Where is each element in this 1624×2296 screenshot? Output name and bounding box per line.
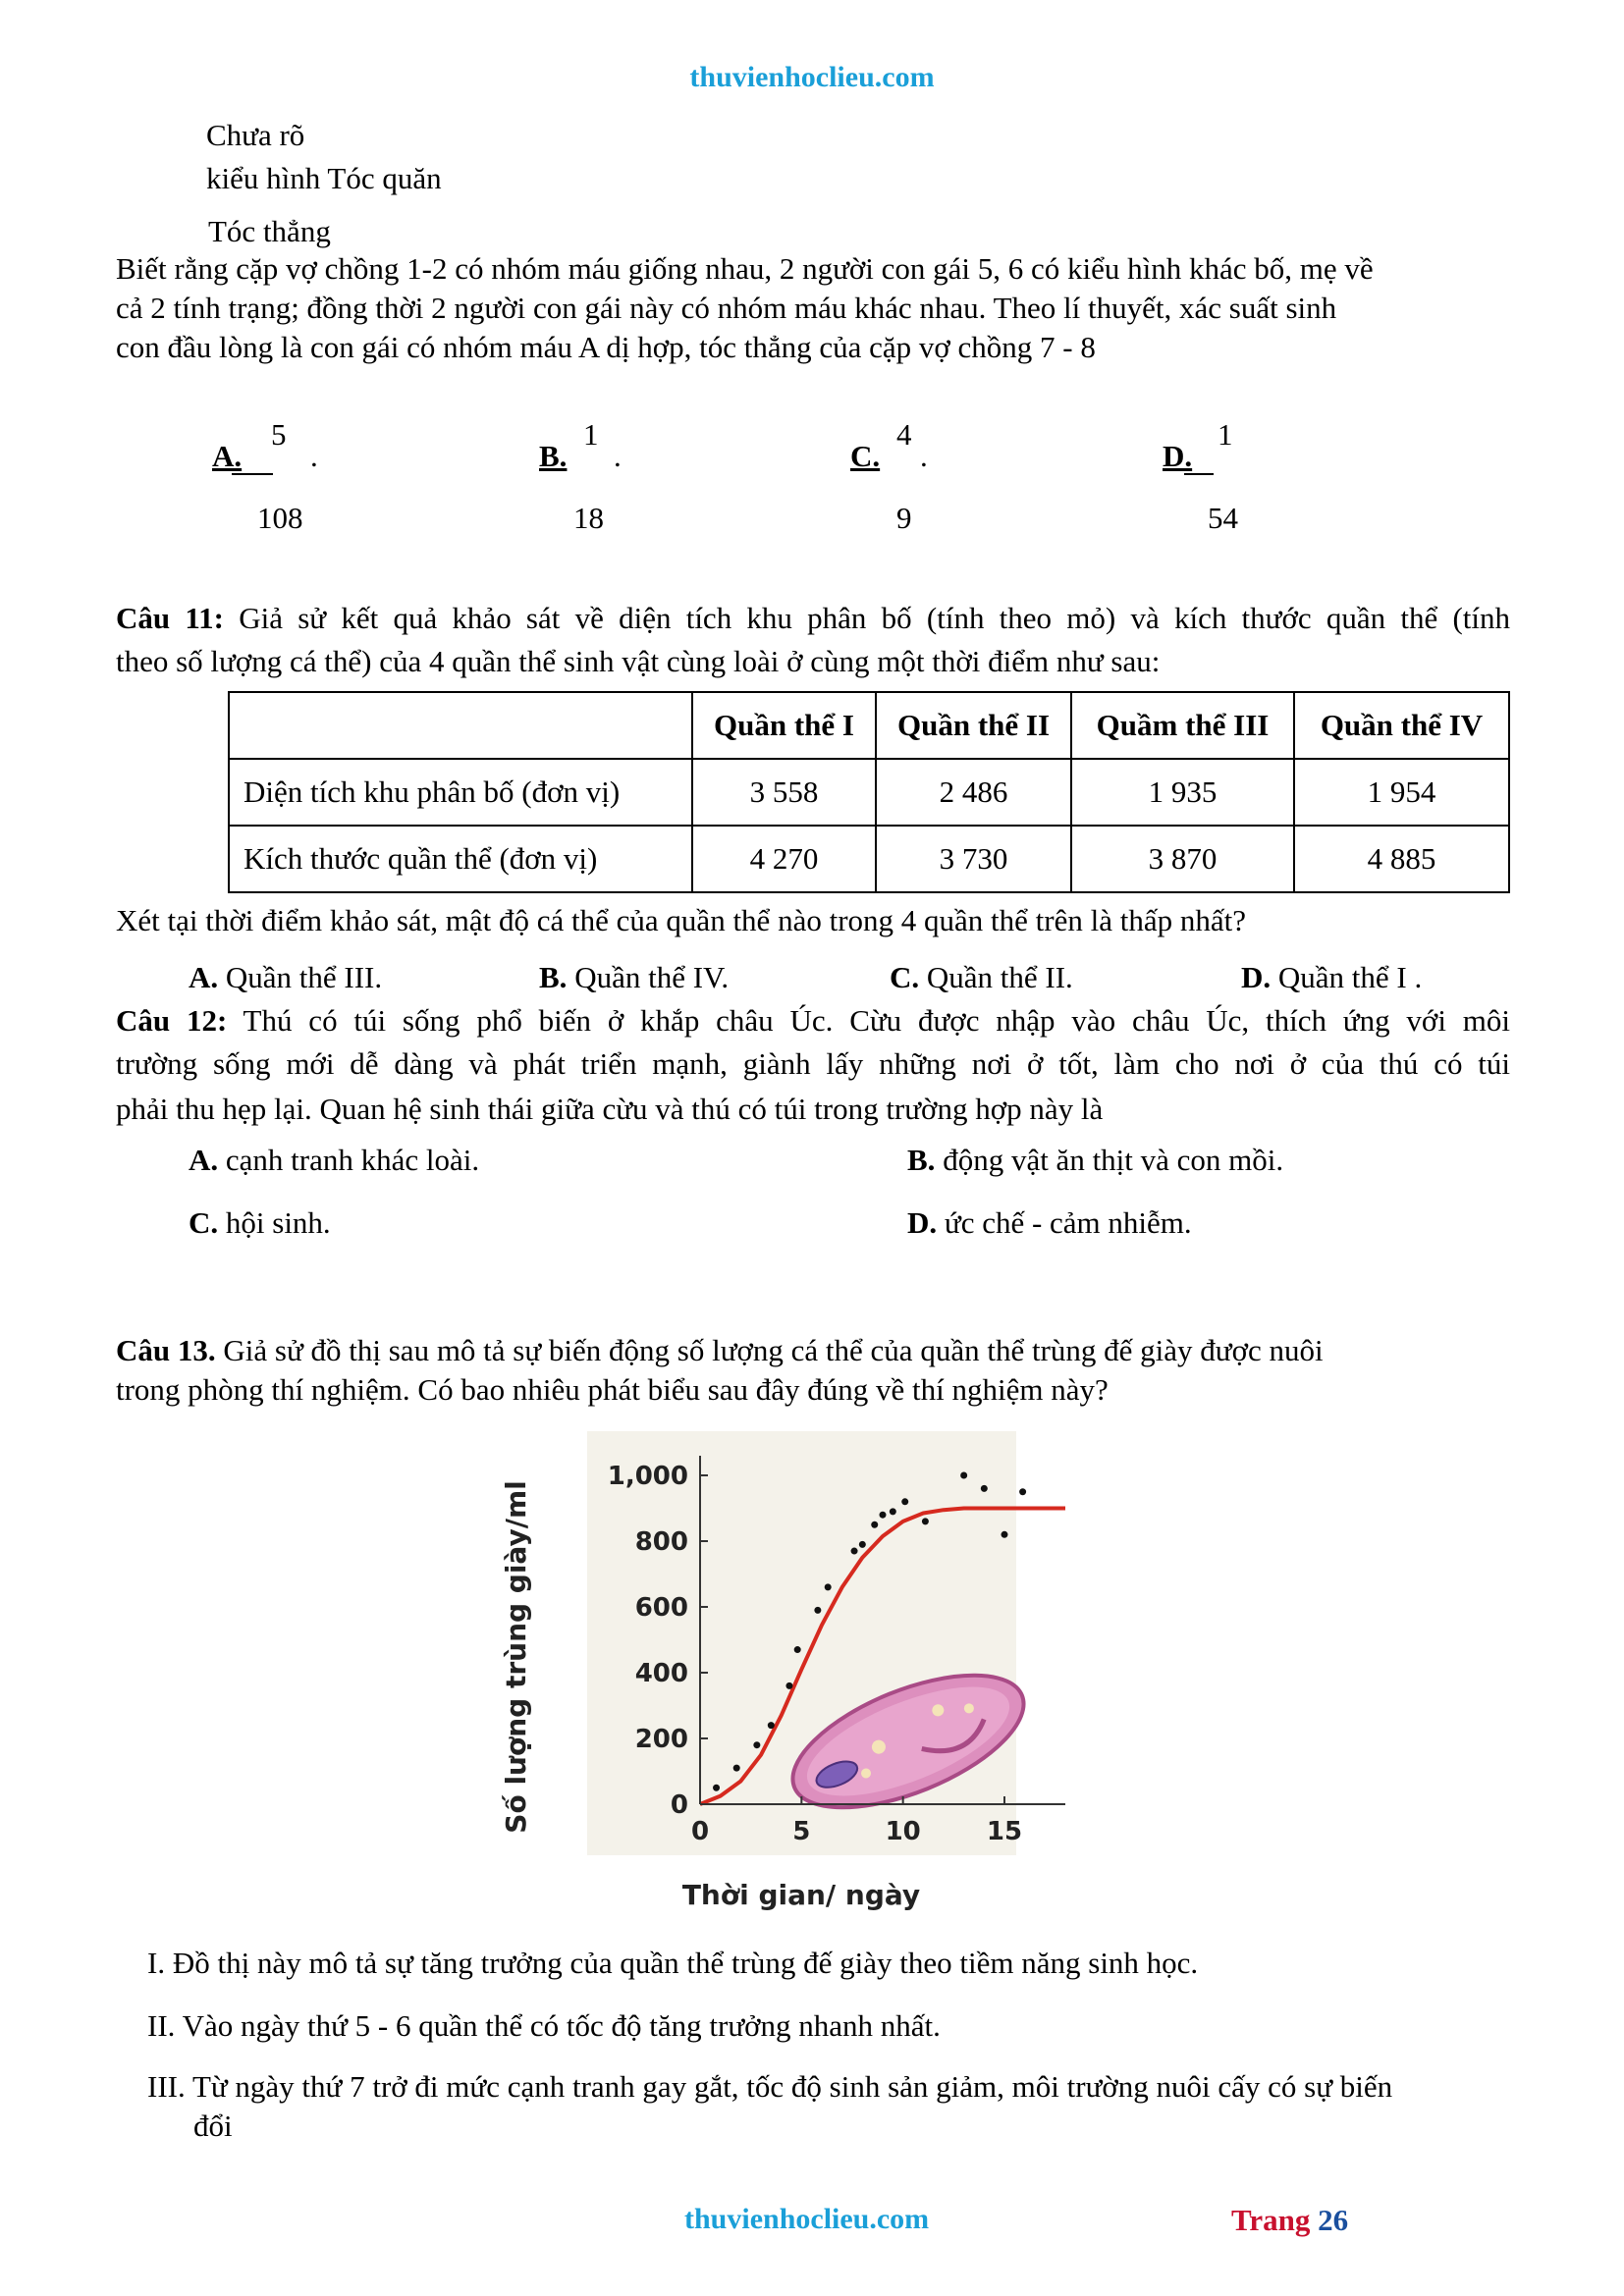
option-text: ức chế - cảm nhiễm. [944,1205,1192,1240]
q10-text [116,249,1530,367]
option-label: B. [907,1143,936,1177]
table-cell: 3 558 [692,759,876,826]
population-growth-chart [500,1421,1119,1922]
table-header-cell: Quầm thể III [1071,692,1294,759]
legend-unknown-label: Chưa rõ [206,118,305,152]
fraction-numerator: 4 [896,417,912,452]
table-header-row [229,692,1509,759]
q10-line: con đầu lòng là con gái có nhóm máu A dị hợp, tóc thẳng của cặp vợ chồng 7 - 8 [116,330,1096,364]
data-point [713,1785,720,1791]
q13-text-line2: trong phòng thí nghiệm. Có bao nhiêu phát biểu sau đây đúng về thí nghiệm này? [116,1372,1109,1407]
fraction-denominator: 108 [257,501,303,535]
option-text: hội sinh. [225,1205,331,1240]
q13-statement-1 [147,1946,1198,1981]
option-text: Quần thể IV. [574,960,730,994]
data-point [753,1741,760,1748]
data-point [733,1765,740,1772]
table-cell: 1 935 [1071,759,1294,826]
option-text: Quần thể I . [1277,960,1423,994]
page-number: 26 [1318,2203,1349,2237]
option-label: B. [539,439,568,473]
x-tick-label: 5 [792,1817,811,1846]
data-point [922,1518,929,1524]
table-header-cell: Quần thể II [876,692,1071,759]
table-cell: 3 730 [876,826,1071,892]
q12-text-line2: trường sống mới dễ dàng và phát triển mạnh, giành lấy những nơi ở tốt, làm cho nơi ở của thú có túi [116,1046,1510,1081]
data-point [1001,1531,1008,1538]
table-row-label: Diện tích khu phân bố (đơn vị) [229,759,692,826]
option-text: Quần thể II. [926,960,1073,994]
y-tick-label: 400 [634,1659,688,1688]
fraction-numerator: 1 [583,417,599,452]
option-text: cạnh tranh khác loài. [225,1143,480,1177]
fraction-denominator: 18 [573,501,604,535]
x-tick-label: 15 [986,1817,1023,1846]
fraction-denominator: 9 [896,501,912,535]
q11-option-b[interactable] [539,960,729,995]
fraction-bar [232,439,273,475]
q10-line: Biết rằng cặp vợ chồng 1-2 có nhóm máu giống nhau, 2 người con gái 5, 6 có kiểu hình khác bố, mẹ về [116,251,1374,286]
y-tick-label: 600 [634,1593,688,1623]
x-tick-label: 0 [690,1817,710,1846]
y-tick-label: 200 [634,1725,688,1754]
q11-option-d[interactable] [1241,960,1422,995]
option-text: động vật ăn thịt và con mồi. [943,1143,1284,1177]
x-axis-label: Thời gian/ ngày [681,1879,921,1911]
fraction-bar [1184,439,1214,475]
table-row [229,759,1509,826]
q13-statement-2 [147,2008,941,2044]
option-label: C. [850,439,881,473]
data-point [1019,1488,1026,1495]
data-point [960,1472,967,1479]
statement-label: I. [147,1946,166,1980]
data-point [814,1607,821,1614]
q11-option-a[interactable] [189,960,382,995]
q13-line: Giả sử đồ thị sau mô tả sự biến động số lượng cá thể của quần thể trùng đế giày được nuôi [223,1333,1324,1367]
option-label: A. [189,960,219,994]
q13-statement-3-continued: đổi [193,2109,233,2143]
question-number: Câu 12: [116,1003,228,1038]
q11-question: Xét tại thời điểm khảo sát, mật độ cá thể của quần thể nào trong 4 quần thể trên là thấp nhất? [116,903,1246,937]
option-label: A. [189,1143,219,1177]
table-row [229,826,1509,892]
q13-statement-3 [147,2069,1522,2105]
table-cell: 2 486 [876,759,1071,826]
data-point [851,1548,858,1555]
density-table [228,691,1510,893]
option-label: D. [1163,439,1193,473]
statement-text: Vào ngày thứ 5 - 6 quần thể có tốc độ tăng trưởng nhanh nhất. [182,2008,941,2043]
q13-text-line1 [116,1331,1530,1370]
statement-label: III. [147,2069,186,2104]
data-point [859,1541,866,1548]
q12-option-a[interactable] [189,1143,479,1178]
data-point [785,1682,792,1689]
q12-option-d[interactable] [907,1205,1192,1241]
x-tick-label: 10 [885,1817,921,1846]
question-number: Câu 13. [116,1333,216,1367]
period: . [310,439,318,473]
y-axis-label: Số lượng trùng giày/ml [500,1480,532,1834]
data-point [871,1522,878,1528]
page-indicator [1231,2203,1348,2238]
q11-line: Giả sử kết quả khảo sát về diện tích khu phân bố (tính theo mỏ) và kích thước quần thể (tính [239,601,1511,635]
page-label: Trang [1231,2203,1311,2237]
option-text: Quần thể III. [225,960,383,994]
y-tick-label: 1,000 [607,1462,688,1491]
option-label: A. [212,439,243,473]
table-header-cell: Quần thể IV [1294,692,1509,759]
table-cell: 4 270 [692,826,876,892]
table-row-label: Kích thước quần thể (đơn vị) [229,826,692,892]
option-label: D. [1241,960,1272,994]
q12-line: Thú có túi sống phổ biến ở khắp châu Úc. Cừu được nhập vào châu Úc, thích ứng với môi [243,1003,1510,1038]
fraction-numerator: 1 [1218,417,1233,452]
data-point [768,1722,775,1729]
table-cell: 1 954 [1294,759,1509,826]
table-header-cell: Quần thể I [692,692,876,759]
y-tick-label: 800 [634,1527,688,1557]
period: . [920,439,928,473]
y-tick-label: 0 [670,1790,688,1820]
table-cell: 4 885 [1294,826,1509,892]
period: . [614,439,622,473]
data-point [825,1583,832,1590]
q12-option-b[interactable] [907,1143,1283,1178]
q12-text-line1 [116,1001,1510,1041]
data-point [794,1646,801,1653]
footer-site: thuvienhoclieu.com [684,2203,930,2235]
legend-curly-hair-label: kiểu hình Tóc quăn [206,161,442,195]
header-site: thuvienhoclieu.com [689,61,935,93]
q10-line: cả 2 tính trạng; đồng thời 2 người con gái này có nhóm máu khác nhau. Theo lí thuyết, xác suất sinh [116,291,1337,325]
legend-straight-hair-label: Tóc thẳng [208,214,331,248]
q11-text-line2: theo số lượng cá thể) của 4 quần thể sinh vật cùng loài ở cùng một thời điểm như sau: [116,644,1161,678]
data-point [890,1508,896,1515]
data-point [901,1498,908,1505]
q12-option-c[interactable] [189,1205,331,1241]
q12-text-line3: phải thu hẹp lại. Quan hệ sinh thái giữa cừu và thú có túi trong trường hợp này là [116,1092,1104,1126]
table-cell: 3 870 [1071,826,1294,892]
option-label: D. [907,1205,938,1240]
table-header-cell [229,692,692,759]
statement-text: Đồ thị này mô tả sự tăng trưởng của quần thể trùng đế giày theo tiềm năng sinh học. [172,1946,1199,1980]
question-number: Câu 11: [116,601,224,635]
option-label: B. [539,960,568,994]
statement-text: Từ ngày thứ 7 trở đi mức cạnh tranh gay gắt, tốc độ sinh sản giảm, môi trường nuôi cấy có sự biến [191,2069,1393,2104]
option-label: C. [189,1205,219,1240]
fraction-numerator: 5 [271,417,287,452]
q11-text [116,599,1510,638]
q11-option-c[interactable] [890,960,1073,995]
data-point [981,1485,988,1492]
fraction-denominator: 54 [1208,501,1238,535]
option-label: C. [890,960,920,994]
statement-label: II. [147,2008,176,2043]
data-point [880,1512,887,1519]
